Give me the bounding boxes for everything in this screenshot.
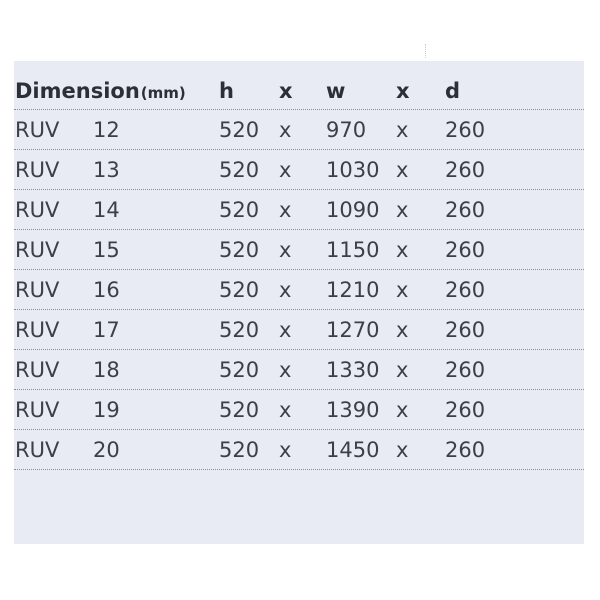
times-sign-cell: x <box>396 237 409 262</box>
times-sign-cell: x <box>396 437 409 462</box>
model-cell: RUV <box>15 197 60 222</box>
times-sign-cell: x <box>279 397 292 422</box>
model-cell: RUV <box>15 157 60 182</box>
height-header: h <box>219 79 234 103</box>
times-sign-cell: x <box>396 197 409 222</box>
times-sign-cell: x <box>279 237 292 262</box>
model-cell: RUV <box>15 277 60 302</box>
size-number-cell: 18 <box>93 357 120 382</box>
times-sign-cell: x <box>279 277 292 302</box>
size-number-cell: 13 <box>93 157 120 182</box>
table-row <box>14 230 584 270</box>
size-number-cell: 14 <box>93 197 120 222</box>
depth-cell: 260 <box>445 317 486 342</box>
times-sign-cell: x <box>396 397 409 422</box>
height-cell: 520 <box>219 397 260 422</box>
times-sign-cell: x <box>396 357 409 382</box>
model-cell: RUV <box>15 357 60 382</box>
model-cell: RUV <box>15 317 60 342</box>
width-cell: 1450 <box>326 437 380 462</box>
table-row <box>14 350 584 390</box>
dimension-header <box>15 79 186 103</box>
depth-cell: 260 <box>445 277 486 302</box>
height-cell: 520 <box>219 197 260 222</box>
width-cell: 1030 <box>326 157 380 182</box>
width-header: w <box>326 79 346 103</box>
times-sign-cell: x <box>279 357 292 382</box>
table-row <box>14 270 584 310</box>
times-header-2: x <box>396 79 410 103</box>
width-cell: 1090 <box>326 197 380 222</box>
table-row <box>14 390 584 430</box>
depth-cell: 260 <box>445 437 486 462</box>
size-number-cell: 17 <box>93 317 120 342</box>
width-cell: 1150 <box>326 237 380 262</box>
width-cell: 970 <box>326 117 367 142</box>
times-sign-cell: x <box>279 317 292 342</box>
times-sign-cell: x <box>279 197 292 222</box>
table-header-row <box>14 73 584 110</box>
height-cell: 520 <box>219 237 260 262</box>
depth-cell: 260 <box>445 397 486 422</box>
height-cell: 520 <box>219 437 260 462</box>
times-header-1: x <box>279 79 293 103</box>
depth-cell: 260 <box>445 237 486 262</box>
unit-label: (mm) <box>140 84 186 102</box>
height-cell: 520 <box>219 277 260 302</box>
model-cell: RUV <box>15 117 60 142</box>
depth-cell: 260 <box>445 157 486 182</box>
height-cell: 520 <box>219 317 260 342</box>
times-sign-cell: x <box>396 277 409 302</box>
height-cell: 520 <box>219 117 260 142</box>
width-cell: 1270 <box>326 317 380 342</box>
model-cell: RUV <box>15 437 60 462</box>
size-number-cell: 15 <box>93 237 120 262</box>
table-row <box>14 190 584 230</box>
depth-cell: 260 <box>445 357 486 382</box>
model-cell: RUV <box>15 397 60 422</box>
height-cell: 520 <box>219 357 260 382</box>
table-body <box>14 110 584 470</box>
dimensions-table <box>14 73 584 470</box>
times-sign-cell: x <box>279 157 292 182</box>
dimension-header-label: Dimension <box>15 79 140 103</box>
depth-header: d <box>445 79 461 103</box>
size-number-cell: 12 <box>93 117 120 142</box>
height-cell: 520 <box>219 157 260 182</box>
depth-cell: 260 <box>445 197 486 222</box>
table-row <box>14 110 584 150</box>
times-sign-cell: x <box>396 157 409 182</box>
depth-cell: 260 <box>445 117 486 142</box>
size-number-cell: 19 <box>93 397 120 422</box>
times-sign-cell: x <box>279 117 292 142</box>
times-sign-cell: x <box>279 437 292 462</box>
width-cell: 1210 <box>326 277 380 302</box>
table-row <box>14 150 584 190</box>
times-sign-cell: x <box>396 117 409 142</box>
decorative-dotted-mark <box>425 44 429 58</box>
model-cell: RUV <box>15 237 60 262</box>
dimensions-panel <box>14 61 584 544</box>
table-row <box>14 310 584 350</box>
size-number-cell: 20 <box>93 437 120 462</box>
width-cell: 1390 <box>326 397 380 422</box>
size-number-cell: 16 <box>93 277 120 302</box>
times-sign-cell: x <box>396 317 409 342</box>
table-row <box>14 430 584 470</box>
width-cell: 1330 <box>326 357 380 382</box>
